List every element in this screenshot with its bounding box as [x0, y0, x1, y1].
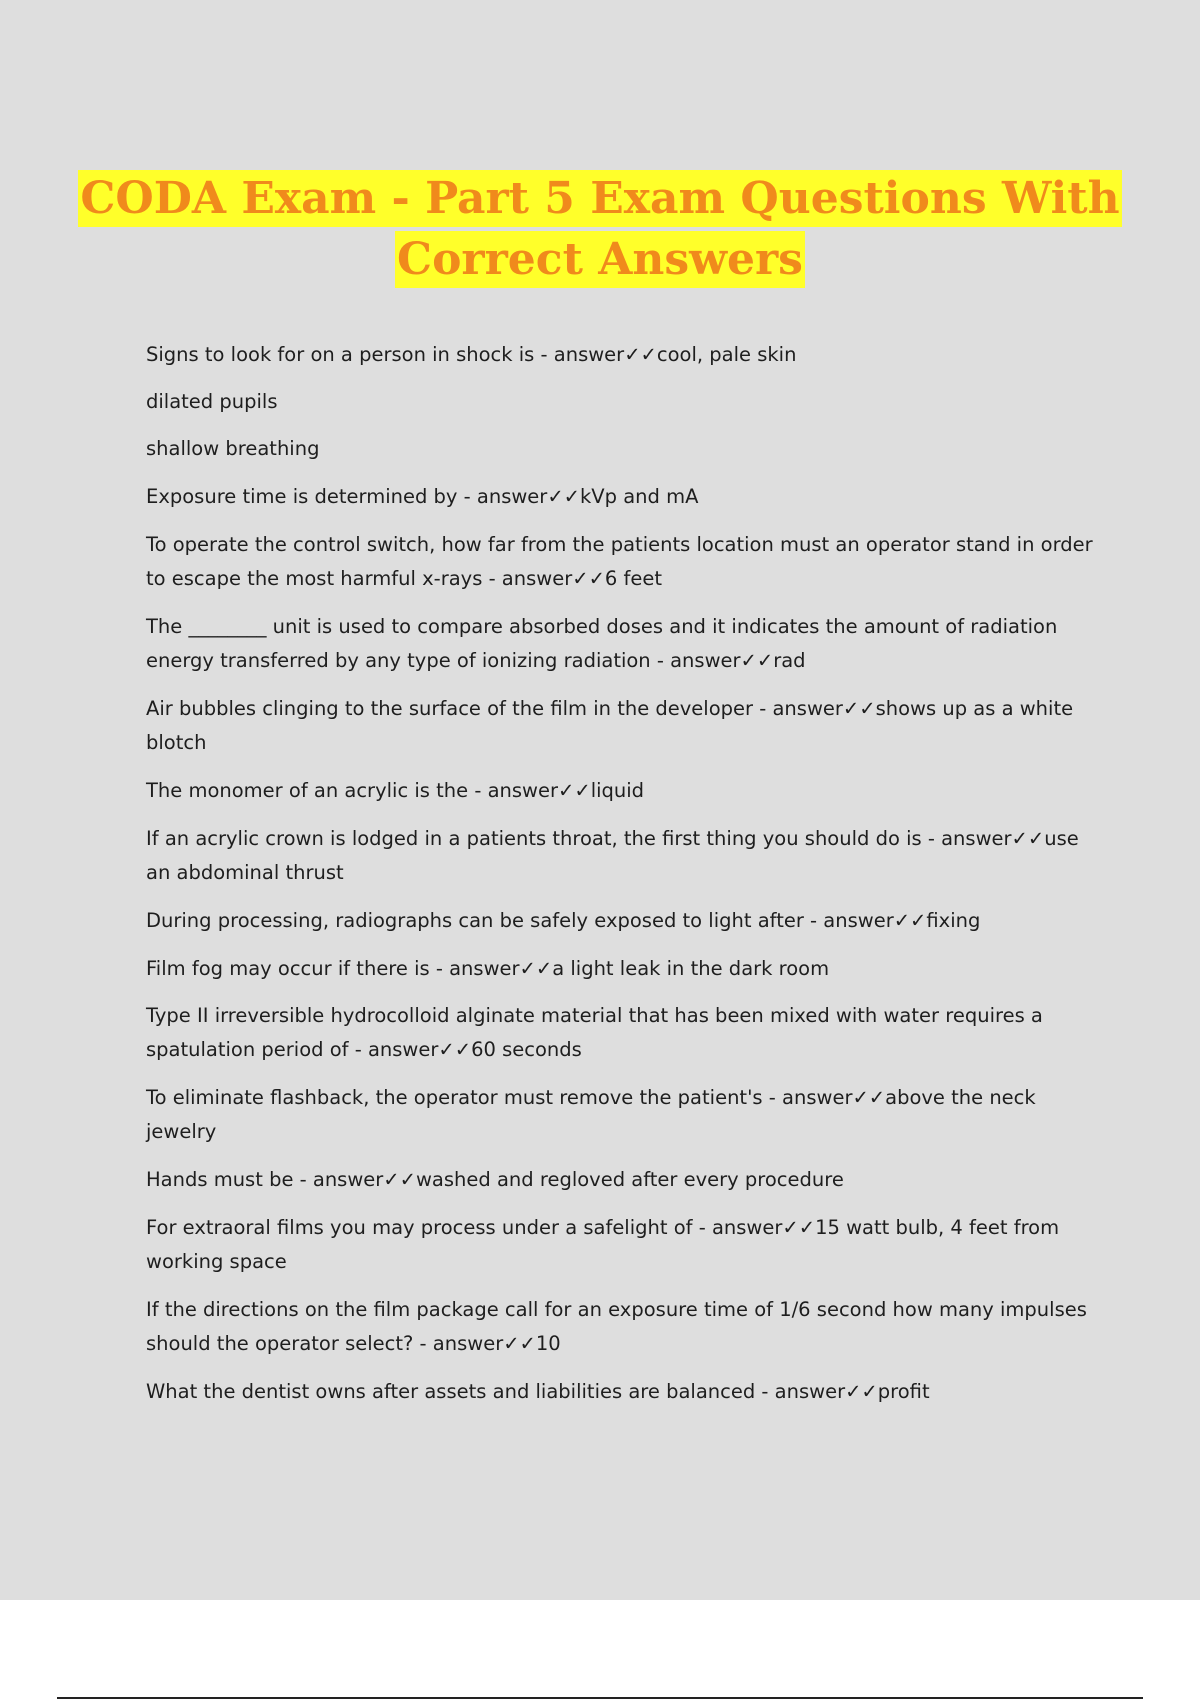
qa-item: If the directions on the film package call for an exposure time of 1/6 second how many impulses should the operator select? - answer✓✓10: [146, 1298, 1087, 1355]
qa-item: The ________ unit is used to compare absorbed doses and it indicates the amount of radiation energy transferred by any type of ionizing radiation - answer✓✓rad: [146, 615, 1058, 672]
title-line-1: CODA Exam - Part 5 Exam Questions With: [78, 170, 1121, 227]
qa-item: Hands must be - answer✓✓washed and regloved after every procedure: [146, 1168, 844, 1191]
qa-item: To eliminate flashback, the operator must remove the patient's - answer✓✓above the neck jewelry: [146, 1086, 1036, 1143]
footer-divider: [57, 1697, 1143, 1699]
qa-item-continuation: shallow breathing: [146, 437, 320, 460]
qa-item: Type II irreversible hydrocolloid alginate material that has been mixed with water requires a spatulation period of - answer✓✓60 seconds: [146, 1004, 1043, 1061]
qa-item: During processing, radiographs can be safely exposed to light after - answer✓✓fixing: [146, 909, 981, 932]
document-title: [0, 168, 1200, 290]
qa-item: Signs to look for on a person in shock is - answer✓✓cool, pale skin: [146, 343, 797, 366]
qa-item: If an acrylic crown is lodged in a patients throat, the first thing you should do is - answer✓✓use an abdominal thrust: [146, 827, 1079, 884]
qa-list: [146, 338, 1096, 1423]
qa-item: For extraoral films you may process under a safelight of - answer✓✓15 watt bulb, 4 feet from working space: [146, 1216, 1060, 1273]
qa-item: What the dentist owns after assets and liabilities are balanced - answer✓✓profit: [146, 1380, 930, 1403]
qa-item: Air bubbles clinging to the surface of the film in the developer - answer✓✓shows up as a white blotch: [146, 697, 1074, 754]
qa-item: To operate the control switch, how far from the patients location must an operator stand in order to escape the most harmful x-rays - answer✓✓6 feet: [146, 533, 1093, 590]
qa-item: Film fog may occur if there is - answer✓✓a light leak in the dark room: [146, 957, 830, 980]
qa-item-continuation: dilated pupils: [146, 390, 278, 413]
qa-item: The monomer of an acrylic is the - answer✓✓liquid: [146, 779, 645, 802]
qa-item: Exposure time is determined by - answer✓✓kVp and mA: [146, 485, 699, 508]
title-line-2: Correct Answers: [395, 231, 805, 288]
